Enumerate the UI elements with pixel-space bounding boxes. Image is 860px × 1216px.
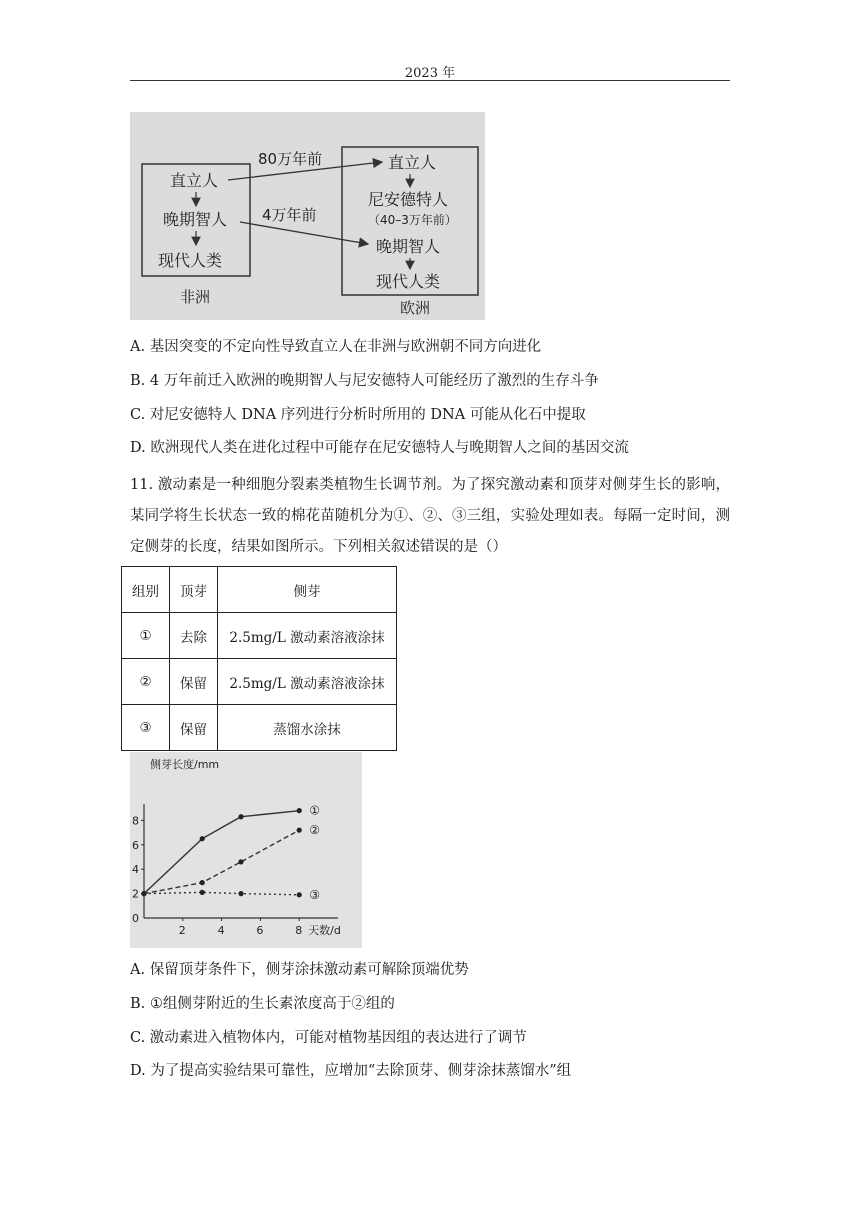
- arrow-80k-label: 80万年前: [258, 150, 323, 168]
- africa-caption: 非洲: [180, 288, 211, 306]
- table-cell: ②: [122, 659, 170, 705]
- x-axis-label: 天数/d: [308, 924, 341, 937]
- data-point: [200, 836, 205, 841]
- y-tick-label: 4: [132, 863, 139, 877]
- africa-erectus-label: 直立人: [170, 171, 219, 190]
- table-cell: 去除: [170, 613, 218, 659]
- table-cell: 2.5mg/L 激动素溶液涂抹: [218, 659, 397, 705]
- q11-option-c: C. 激动素进入植物体内，可能对植物基因组的表达进行了调节: [130, 1030, 527, 1046]
- q10-option-a: A. 基因突变的不定向性导致直立人在非洲与欧洲朝不同方向进化: [130, 339, 542, 355]
- x-tick-label: 8: [295, 924, 303, 937]
- table-row: [122, 705, 397, 751]
- africa-late-sapiens-label: 晚期智人: [163, 210, 228, 229]
- y-tick-label: 6: [132, 838, 139, 852]
- data-point: [238, 859, 243, 864]
- data-point: [200, 880, 205, 885]
- data-point: [297, 828, 302, 833]
- q11-option-b: B. ①组侧芽附近的生长素浓度高于②组的: [130, 996, 395, 1012]
- data-point: [297, 808, 302, 813]
- table-cell: 2.5mg/L 激动素溶液涂抹: [218, 613, 397, 659]
- data-point: [297, 892, 302, 897]
- europe-neanderthal-label: 尼安德特人: [368, 190, 449, 209]
- y-tick-label: 0: [132, 912, 139, 925]
- y-tick-label: 8: [132, 814, 139, 828]
- header-rule: [130, 80, 730, 81]
- arrow-4k-label: 4万年前: [262, 206, 317, 224]
- europe-late-sapiens-label: 晚期智人: [376, 237, 441, 256]
- africa-modern-label: 现代人类: [158, 251, 223, 270]
- q11-stem: 11. 激动素是一种细胞分裂素类植物生长调节剂。为了探究激动素和顶芽对侧芽生长的影响，某同学将生长状态一致的棉花苗随机分为①、②、③三组，实验处理如表。每隔一定时间，测定侧芽的长度，结果如图所示。下列相关叙述错误的是（）: [130, 477, 730, 555]
- migration-diagram: [130, 112, 485, 320]
- table-cell: 保留: [170, 659, 218, 705]
- series-label: ③: [309, 887, 320, 902]
- migration-arrow-lower: [240, 222, 368, 244]
- series-label: ①: [309, 803, 320, 818]
- x-tick-label: 6: [256, 924, 264, 937]
- q10-option-b: B. 4 万年前迁入欧洲的晚期智人与尼安德特人可能经历了激烈的生存斗争: [130, 373, 599, 389]
- europe-neanderthal-time: （40–3万年前）: [368, 213, 457, 227]
- table-row: [122, 613, 397, 659]
- europe-caption: 欧洲: [400, 299, 431, 317]
- data-point: [141, 891, 146, 896]
- table-header-row: [122, 567, 397, 613]
- series-line-1: [144, 811, 299, 894]
- y-axis-label: 侧芽长度/mm: [150, 758, 220, 771]
- q10-option-c: C. 对尼安德特人 DNA 序列进行分析时所用的 DNA 可能从化石中提取: [130, 407, 586, 423]
- q10-option-d: D. 欧洲现代人类在进化过程中可能存在尼安德特人与晚期智人之间的基因交流: [130, 440, 629, 456]
- table-cell: 保留: [170, 705, 218, 751]
- table-cell: 蒸馏水涂抹: [218, 705, 397, 751]
- data-point: [238, 814, 243, 819]
- table-cell: ①: [122, 613, 170, 659]
- x-tick-label: 4: [217, 924, 225, 937]
- europe-modern-label: 现代人类: [376, 272, 441, 291]
- bud-length-chart: [130, 752, 362, 948]
- series-line-2: [144, 830, 299, 893]
- table-cell: ③: [122, 705, 170, 751]
- y-tick-label: 2: [132, 887, 139, 901]
- table-header-cell: 侧芽: [218, 567, 397, 613]
- data-point: [200, 890, 205, 895]
- table-header-cell: 顶芽: [170, 567, 218, 613]
- series-line-3: [144, 892, 299, 894]
- series-label: ②: [309, 823, 320, 838]
- data-point: [238, 891, 243, 896]
- q11-option-a: A. 保留顶芽条件下，侧芽涂抹激动素可解除顶端优势: [130, 962, 469, 978]
- q11-option-d: D. 为了提高实验结果可靠性，应增加“去除顶芽、侧芽涂抹蒸馏水”组: [130, 1063, 572, 1079]
- europe-erectus-label: 直立人: [388, 153, 437, 172]
- x-tick-label: 2: [178, 924, 186, 937]
- table-row: [122, 659, 397, 705]
- page-header: 2023 年: [404, 66, 456, 81]
- table-header-cell: 组别: [122, 567, 170, 613]
- treatment-table: [121, 566, 397, 751]
